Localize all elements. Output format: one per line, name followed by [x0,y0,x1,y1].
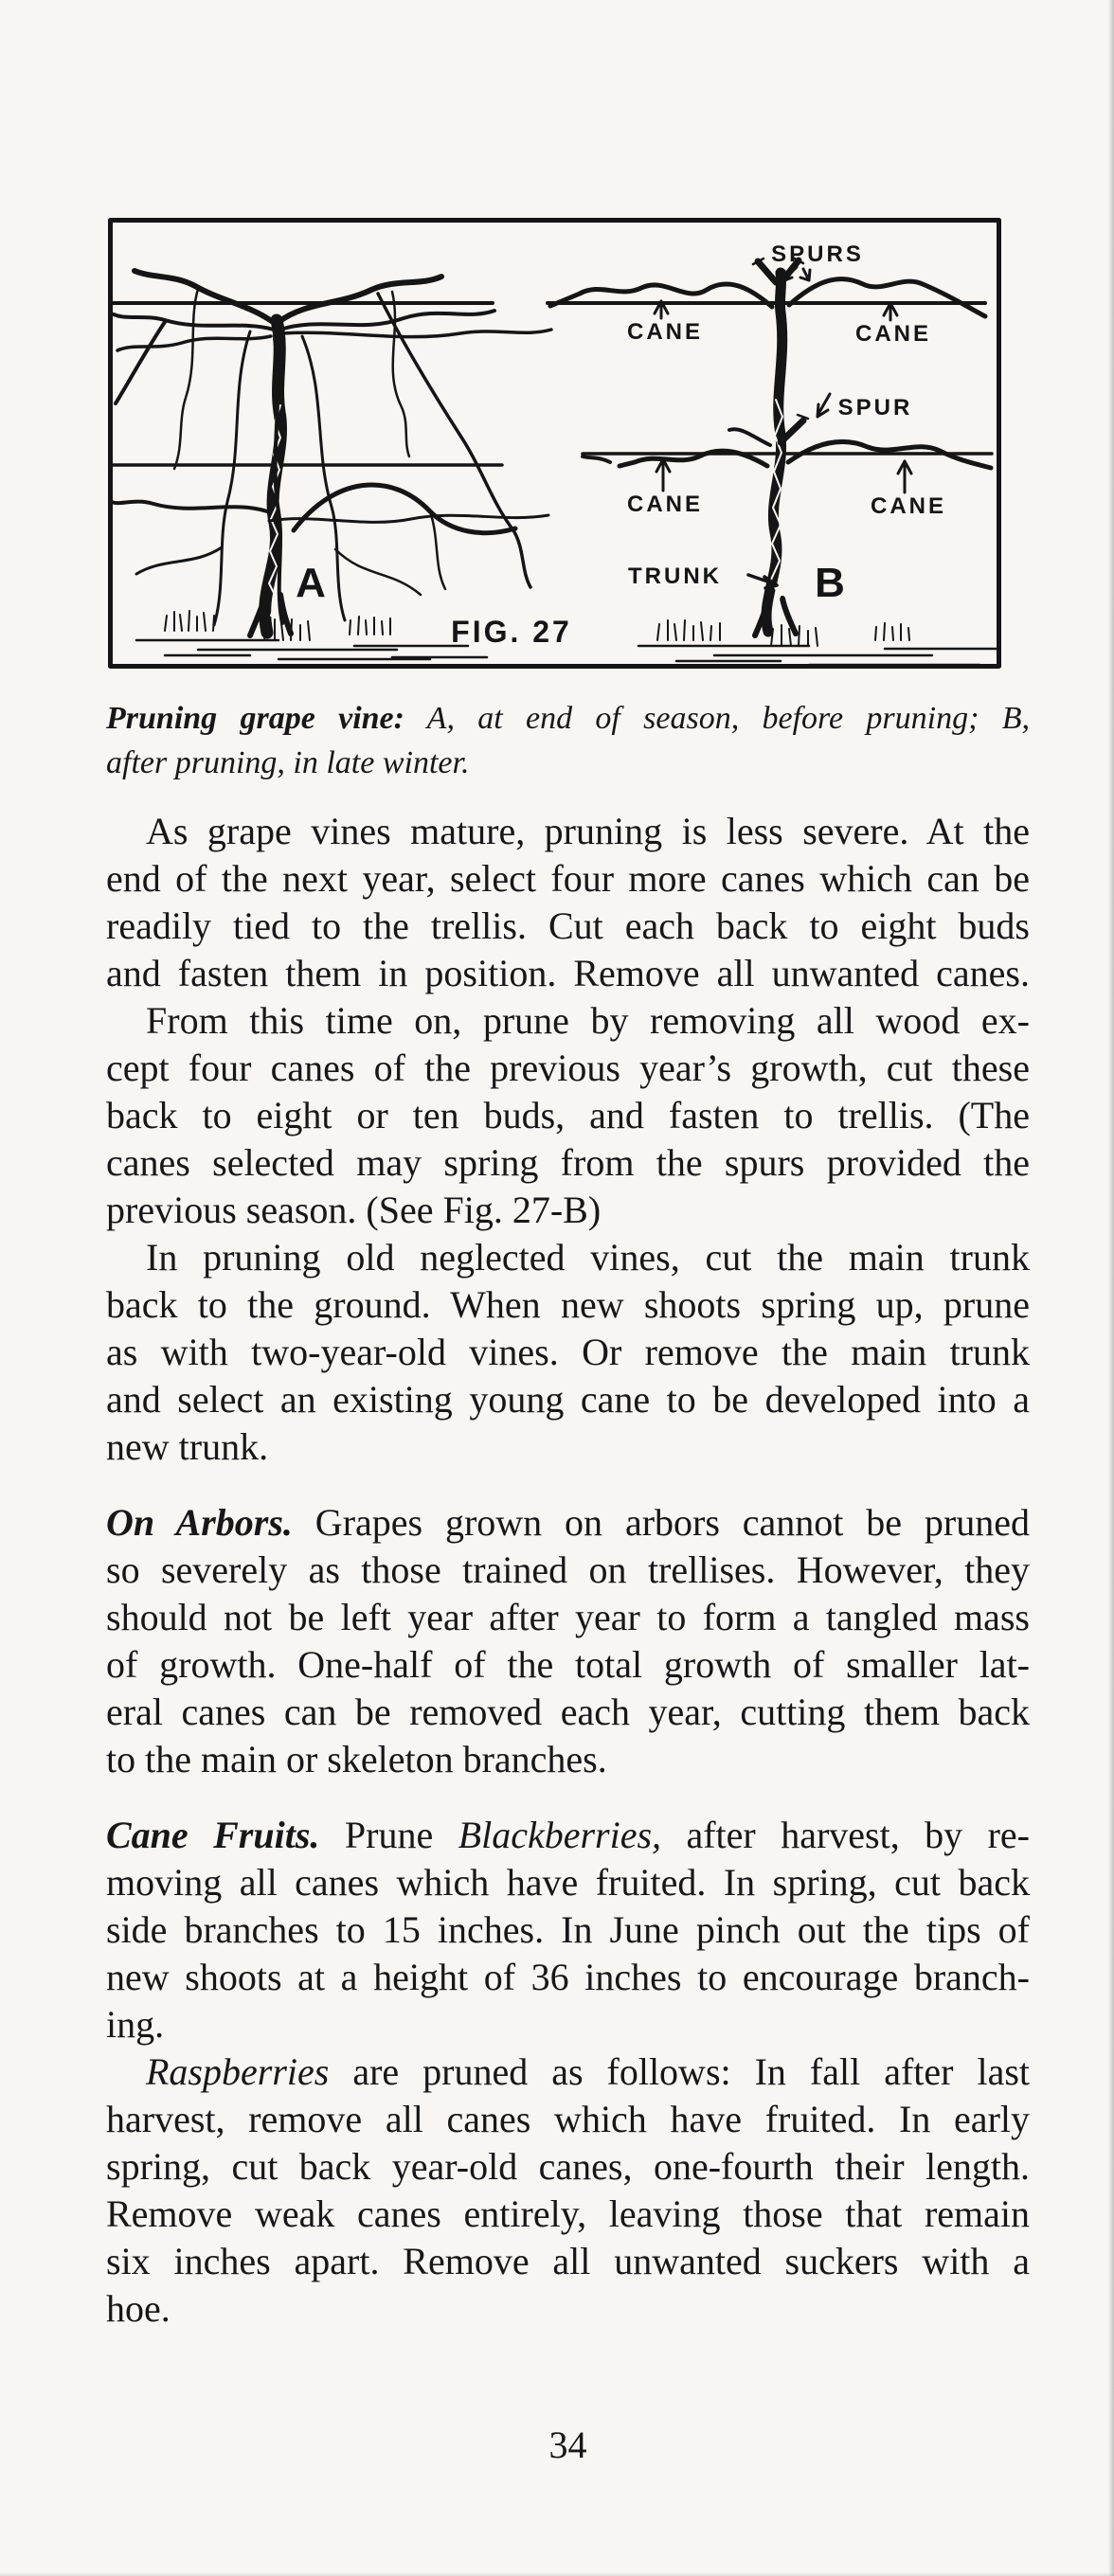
body-text [106,808,1030,2333]
text-line [106,2238,1030,2285]
text-run: after pruning, in late winter. [106,745,470,780]
text-line [106,1234,1030,1281]
text-line [106,1641,1030,1689]
text-run: as with two-year-old vines. Or remove the main trunk [106,1331,1030,1373]
cane-top-left-label: CANE [626,319,704,345]
text-line [106,1423,1030,1471]
text-run: new shoots at a height of 36 inches to encourage branch- [106,1956,1030,1998]
text-line [106,2096,1030,2143]
text-run: new trunk. [106,1425,269,1468]
text-run: readily tied to the trellis. Cut each back to eight buds [106,904,1030,947]
vine-b-letter: B [815,560,845,606]
text-run: end of the next year, select four more canes which can be [106,857,1030,900]
paragraph-raspberries [106,2048,1030,2333]
text-run: eral canes can be removed each year, cutting them back [106,1690,1030,1733]
text-run: back to eight or ten buds, and fasten to trellis. (The [106,1094,1030,1136]
text-line [106,2285,1030,2333]
text-line [106,1594,1030,1641]
paragraph-grape-vines-mature [106,808,1030,997]
text-run: On Arbors. [106,1501,293,1544]
text-line [106,1092,1030,1139]
text-line [106,1376,1030,1423]
page-number: 34 [548,2424,587,2466]
paragraph-from-this-time-on [106,997,1030,1234]
trunk-label: TRUNK [628,564,722,589]
text-line [106,950,1030,997]
text-run: Blackberries, [458,1814,662,1856]
text-run: As grape vines mature, pruning is less severe. At the [146,810,1030,852]
cane-bottom-left-label: CANE [626,492,704,517]
text-line [106,2143,1030,2191]
text-line [106,808,1030,855]
vine-b-drawing [550,258,991,635]
text-run: Grapes grown on arbors cannot be pruned [292,1501,1030,1544]
paragraph-on-arbors [106,1499,1030,1783]
text-line [106,903,1030,950]
text-line [106,741,1030,785]
vine-a-drawing [112,271,551,635]
text-run: ing. [106,2003,165,2046]
vine-a-letter: A [296,560,326,606]
figure-number-label: FIG. 27 [451,615,572,649]
text-run: side branches to 15 inches. In June pinch out the tips of [106,1908,1030,1951]
text-run: previous season. (See Fig. 27-B) [106,1189,602,1231]
text-run: cept four canes of the previous year’s growth, cut these [106,1046,1030,1089]
text-run: spring, cut back year-old canes, one-fourth their length. [106,2145,1030,2188]
text-run: In pruning old neglected vines, cut the main trunk [146,1236,1030,1279]
text-run: should not be left year after year to form a tangled mass [106,1596,1030,1638]
text-run: harvest, remove all canes which have fruited. In early [106,2098,1030,2140]
spurs-label: SPURS [771,242,864,267]
scan-bottom-shadow [0,2572,1114,2576]
spur-label: SPUR [837,395,913,420]
text-line [106,696,1030,741]
text-line [106,2048,1030,2096]
text-line [106,1499,1030,1547]
figure-27-illustration [108,218,1001,670]
text-line [106,1859,1030,1906]
text-run: Remove weak canes entirely, leaving those that remain [106,2192,1030,2235]
text-run: are pruned as follows: In fall after last [329,2050,1030,2093]
text-run: A, at end of season, before pruning; B, [404,701,1031,736]
scan-edge-shadow [1108,0,1114,2576]
text-line [106,1689,1030,1736]
text-run: moving all canes which have fruited. In spring, cut back [106,1861,1030,1904]
cane-bottom-right-label: CANE [870,493,947,519]
text-line [106,1954,1030,2001]
text-run: Raspberries [146,2050,330,2093]
text-line [106,1547,1030,1594]
text-run: after harvest, by re- [661,1814,1030,1856]
text-line [106,1187,1030,1234]
text-line [106,2191,1030,2238]
text-run: back to the ground. When new shoots spring up, prune [106,1283,1030,1326]
text-run: Cane Fruits. [106,1814,320,1856]
figure-27 [108,218,1001,670]
text-run: and select an existing young cane to be developed into a [106,1378,1030,1421]
text-line [106,1139,1030,1187]
text-run: hoe. [106,2287,171,2330]
text-line [106,2001,1030,2048]
figure-caption [106,696,1030,785]
text-run: to the main or skeleton branches. [106,1738,607,1780]
text-run: Prune [319,1814,458,1856]
text-run: From this time on, prune by removing all wood ex- [146,999,1030,1042]
text-run: so severely as those trained on trellises. However, they [106,1548,1030,1591]
text-line [106,1045,1030,1092]
paragraph-old-neglected-vines [106,1234,1030,1471]
text-run: canes selected may spring from the spurs provided the [106,1141,1030,1184]
text-line [106,1329,1030,1376]
text-line [106,997,1030,1045]
text-run: and fasten them in position. Remove all unwanted canes. [106,952,1030,994]
cane-top-right-label: CANE [854,321,932,347]
text-line [106,1812,1030,1859]
text-run: six inches apart. Remove all unwanted suckers with a [106,2240,1030,2282]
text-line [106,1736,1030,1783]
paragraph-cane-fruits [106,1812,1030,2048]
text-run: of growth. One-half of the total growth of smaller lat- [106,1643,1030,1686]
text-line [106,855,1030,903]
text-run: Pruning grape vine: [106,701,404,736]
text-line [106,1906,1030,1954]
text-line [106,1281,1030,1329]
